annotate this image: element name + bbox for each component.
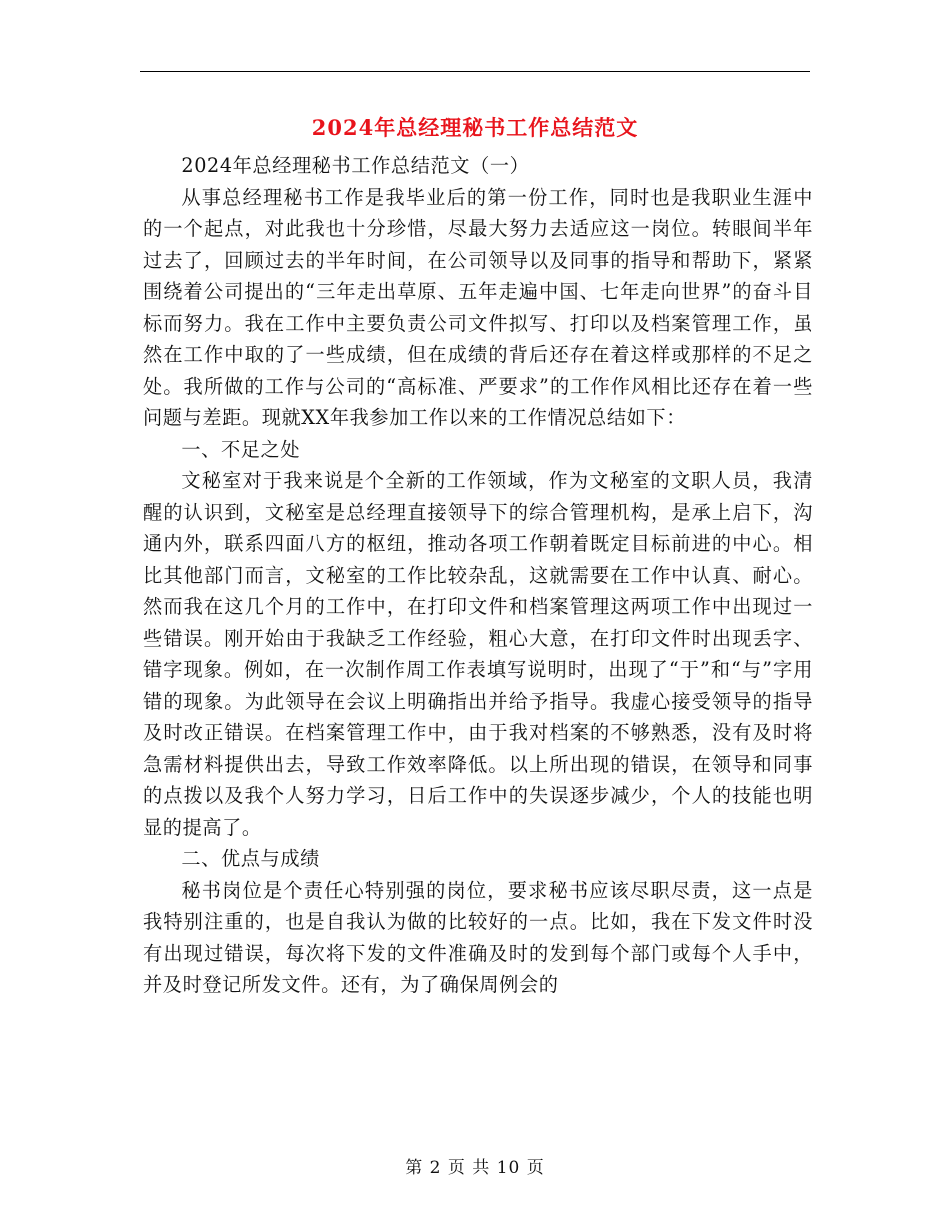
section-heading-achievements: 二、优点与成绩 [181, 847, 320, 870]
header-rule [140, 71, 810, 72]
intro-paragraph: 从事总经理秘书工作是我毕业后的第一份工作，同时也是我职业生涯中的一个起点，对此我也十分珍惜，尽最大努力去适应这一岗位。转眼间半年过去了，回顾过去的半年时间，在公司领导以及同事的指导和帮助下，紧紧围绕着公司提出的“三年走出草原、五年走遍中国、七年走向世界”的奋斗目标而努力。我在工作中主要负责公司文件拟写、打印以及档案管理工作，虽然在工作中取的了一些成绩，但在成绩的背后还存在着这样或那样的不足之处。我所做的工作与公司的“高标准、严要求”的工作作风相比还存在着一些问题与差距。现就XX年我参加工作以来的工作情况总结如下： [143, 185, 813, 429]
document-title: 2024年总经理秘书工作总结范文 [311, 115, 639, 140]
section-heading-shortcomings: 一、不足之处 [181, 437, 301, 461]
achievements-paragraph: 秘书岗位是个责任心特别强的岗位，要求秘书应该尽职尽责，这一点是我特别注重的，也是自我认为做的比较好的一点。比如，我在下发文件时没有出现过错误，每次将下发的文件准确及时的发到每个部门或每个人手中，并及时登记所发文件。还有，为了确保周例会的 [143, 878, 813, 996]
document-subtitle: 2024年总经理秘书工作总结范文（一） [181, 154, 530, 177]
shortcomings-paragraph: 文秘室对于我来说是个全新的工作领域，作为文秘室的文职人员，我清醒的认识到，文秘室是总经理直接领导下的综合管理机构，是承上启下，沟通内外，联系四面八方的枢纽，推动各项工作朝着既定目标前进的中心。相比其他部门而言，文秘室的工作比较杂乱，这就需要在工作中认真、耐心。然而我在这几个月的工作中，在打印文件和档案管理这两项工作中出现过一些错误。刚开始由于我缺乏工作经验，粗心大意，在打印文件时出现丢字、错字现象。例如，在一次制作周工作表填写说明时，出现了“于”和“与”字用错的现象。为此领导在会议上明确指出并给予指导。我虚心接受领导的指导及时改正错误。在档案管理工作中，由于我对档案的不够熟悉，没有及时将急需材料提供出去，导致工作效率降低。以上所出现的错误，在领导和同事的点拨以及我个人努力学习，日后工作中的失误逐步减少，个人的技能也明显的提高了。 [143, 469, 813, 839]
document-body [143, 150, 813, 1001]
page-number-footer: 第 2 页 共 10 页 [405, 1158, 545, 1178]
